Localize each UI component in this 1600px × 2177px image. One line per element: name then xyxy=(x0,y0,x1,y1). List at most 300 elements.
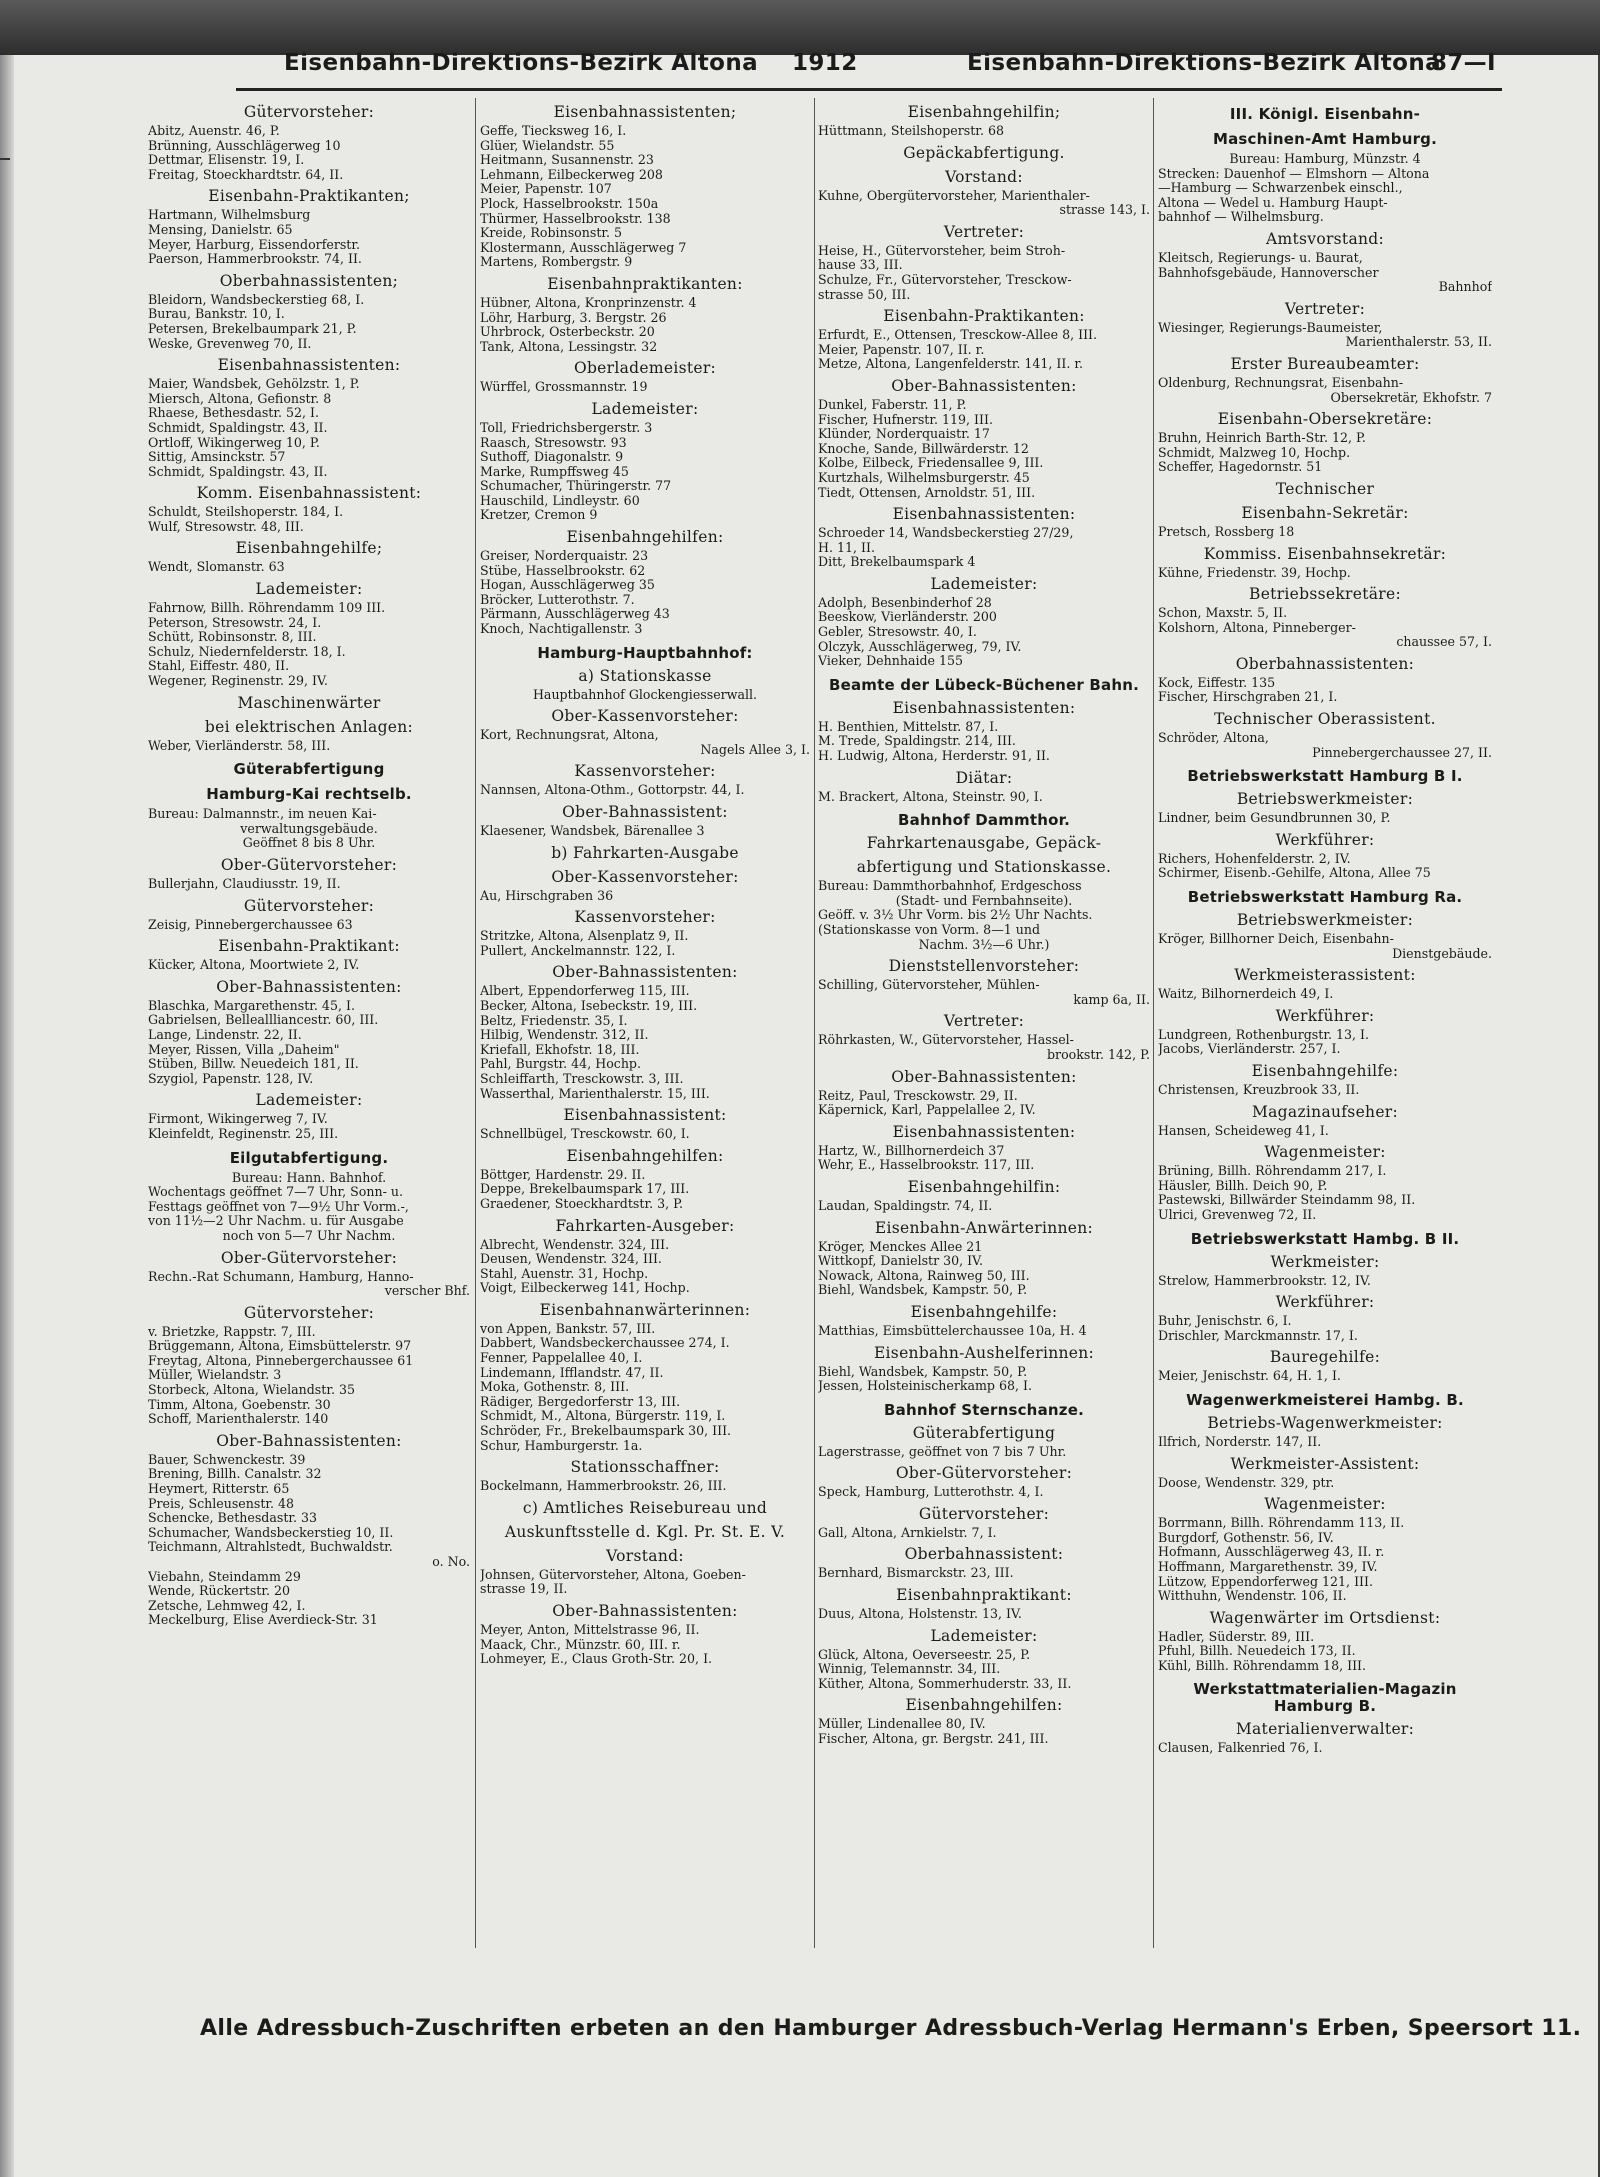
header-rule xyxy=(236,88,1502,91)
directory-entry: Biehl, Wandsbek, Kampstr. 50, P. xyxy=(818,1283,1028,1298)
section-heading: Ober-Bahnassistenten: xyxy=(552,963,738,982)
section-heading: Stationsschaffner: xyxy=(570,1458,720,1477)
directory-entry: Fenner, Pappelallee 40, I. xyxy=(480,1351,643,1366)
section-heading: Betriebssekretäre: xyxy=(1249,585,1401,604)
column-rule xyxy=(475,98,476,1948)
section-title: Maschinen-Amt Hamburg. xyxy=(1212,130,1438,148)
directory-entry: Bureau: Dammthorbahnhof, Erdgeschoss xyxy=(818,879,1082,894)
directory-entry: Heise, H., Gütervorsteher, beim Stroh- xyxy=(818,243,1066,258)
directory-entry: Schilling, Gütervorsteher, Mühlen- xyxy=(818,978,1040,993)
column-rule xyxy=(1153,98,1154,1948)
directory-entry: Wegener, Reginenstr. 29, IV. xyxy=(148,674,328,689)
directory-entry: Burau, Bankstr. 10, I. xyxy=(148,307,285,322)
directory-entry: Kriefall, Ekhofstr. 18, III. xyxy=(480,1042,640,1057)
directory-entry: Vieker, Dehnhaide 155 xyxy=(818,654,964,669)
directory-entry: Meyer, Anton, Mittelstrasse 96, II. xyxy=(480,1623,700,1637)
directory-entry: Geöff. v. 3½ Uhr Vorm. bis 2½ Uhr Nachts. xyxy=(818,908,1093,923)
directory-entry: Bernhard, Bismarckstr. 23, III. xyxy=(818,1566,1014,1581)
section-heading: Kassenvorsteher: xyxy=(574,908,716,927)
section-title: Hamburg-Kai rechtselb. xyxy=(206,785,412,804)
directory-entry: Ilfrich, Norderstr. 147, II. xyxy=(1158,1434,1322,1449)
section-heading: Eisenbahnassistenten: xyxy=(892,698,1076,717)
directory-entry: Deusen, Wendenstr. 324, III. xyxy=(480,1252,662,1267)
directory-entry: Schmidt, Spaldingstr. 43, II. xyxy=(148,420,328,435)
directory-entry: Freitag, Stoeckhardtstr. 64, II. xyxy=(148,167,344,182)
directory-entry: Duus, Altona, Holstenstr. 13, IV. xyxy=(818,1607,1022,1622)
directory-entry: Dienstgebäude. xyxy=(1392,946,1492,961)
directory-entry: verscher Bhf. xyxy=(384,1284,470,1299)
directory-entry: noch von 5—7 Uhr Nachm. xyxy=(222,1228,396,1243)
directory-entry: Bockelmann, Hammerbrookstr. 26, III. xyxy=(480,1479,727,1494)
directory-entry: Rechn.-Rat Schumann, Hamburg, Hanno- xyxy=(148,1269,414,1284)
section-heading: Güterabfertigung xyxy=(912,1423,1056,1442)
directory-entry: Becker, Altona, Isebeckstr. 19, III. xyxy=(480,998,698,1013)
directory-entry: Hartmann, Wilhelmsburg xyxy=(148,208,311,223)
directory-entry: brookstr. 142, P. xyxy=(1046,1047,1150,1062)
directory-entry: Strelow, Hammerbrookstr. 12, IV. xyxy=(1158,1273,1371,1288)
directory-entry: Voigt, Eilbeckerweg 141, Hochp. xyxy=(480,1281,690,1296)
directory-entry: Nowack, Altona, Rainweg 50, III. xyxy=(818,1268,1030,1283)
section-heading: Ober-Gütervorsteher: xyxy=(220,856,398,874)
section-heading: Eisenbahnassistenten: xyxy=(892,505,1076,524)
directory-entry: Moka, Gothenstr. 8, III. xyxy=(480,1380,630,1395)
directory-entry: Albert, Eppendorferweg 115, III. xyxy=(480,984,690,999)
section-heading: Eisenbahngehilfe: xyxy=(910,1302,1058,1321)
directory-entry: Szygiol, Papenstr. 128, IV. xyxy=(148,1071,314,1086)
directory-entry: Brening, Billh. Canalstr. 32 xyxy=(148,1467,322,1482)
directory-entry: Hilbig, Wendenstr. 312, II. xyxy=(480,1028,649,1043)
directory-entry: Brünning, Ausschlägerweg 10 xyxy=(148,138,341,153)
section-title: Bahnhof Sternschanze. xyxy=(884,1400,1084,1419)
directory-entry: strasse 50, III. xyxy=(818,287,911,302)
directory-entry: Abitz, Auenstr. 46, P. xyxy=(148,124,280,138)
directory-entry: Geffe, Tiecksweg 16, I. xyxy=(480,124,627,138)
directory-entry: Obersekretär, Ekhofstr. 7 xyxy=(1330,390,1492,405)
directory-entry: Firmont, Wikingerweg 7, IV. xyxy=(148,1112,328,1127)
directory-entry: Biehl, Wandsbek, Kampstr. 50, P. xyxy=(818,1364,1028,1379)
directory-entry: Martens, Rombergstr. 9 xyxy=(480,255,633,270)
directory-entry: Schencke, Bethesdastr. 33 xyxy=(148,1511,318,1526)
directory-entry: Nagels Allee 3, I. xyxy=(700,742,810,757)
section-heading: Eisenbahnassistenten: xyxy=(217,356,401,375)
directory-entry: Ulrici, Grevenweg 72, II. xyxy=(1158,1207,1317,1222)
section-heading: Eisenbahnassistenten: xyxy=(892,1122,1076,1141)
column-2 xyxy=(480,98,810,1953)
directory-entry: Dettmar, Elisenstr. 19, I. xyxy=(148,153,305,168)
section-heading: Oberbahnassistenten; xyxy=(219,271,399,290)
section-heading: Lademeister: xyxy=(591,399,699,418)
directory-entry: Maier, Wandsbek, Gehölzstr. 1, P. xyxy=(148,377,360,392)
directory-entry: Timm, Altona, Goebenstr. 30 xyxy=(148,1397,331,1412)
section-heading: Oberbahnassistent: xyxy=(904,1545,1064,1564)
directory-entry: Kleinfeldt, Reginenstr. 25, III. xyxy=(148,1126,339,1141)
section-heading: Kommiss. Eisenbahnsekretär: xyxy=(1203,544,1447,563)
directory-entry: Fischer, Altona, gr. Bergstr. 241, III. xyxy=(818,1732,1049,1747)
directory-entry: Jacobs, Vierländerstr. 257, I. xyxy=(1158,1042,1341,1057)
directory-entry: Brüggemann, Altona, Eimsbüttelerstr. 97 xyxy=(148,1339,412,1354)
directory-entry: Weber, Vierländerstr. 58, III. xyxy=(148,738,331,753)
directory-entry: Dunkel, Faberstr. 11, P. xyxy=(818,397,967,412)
page-number: 87—I xyxy=(1430,50,1496,76)
scan-binding-edge xyxy=(0,55,14,2177)
directory-entry: Viebahn, Steindamm 29 xyxy=(148,1569,301,1584)
directory-entry: Fischer, Hufnerstr. 119, III. xyxy=(818,412,993,427)
directory-entry: Kühl, Billh. Röhrendamm 18, III. xyxy=(1158,1658,1367,1673)
section-title: Werkstattmaterialien-Magazin Hamburg B. xyxy=(1193,1680,1457,1716)
directory-entry: Wasserthal, Marienthalerstr. 15, III. xyxy=(480,1086,710,1101)
directory-entry: Meier, Papenstr. 107, II. r. xyxy=(818,342,985,357)
section-heading: Werkmeister-Assistent: xyxy=(1230,1454,1420,1473)
directory-entry: Heymert, Ritterstr. 65 xyxy=(148,1482,290,1497)
section-heading: Gütervorsteher: xyxy=(243,896,375,915)
section-title: Wagenwerkmeisterei Hambg. B. xyxy=(1186,1390,1464,1409)
directory-entry: Lindemann, Ifflandstr. 47, II. xyxy=(480,1365,664,1380)
directory-entry: Hoffmann, Margarethenstr. 39, IV. xyxy=(1158,1559,1378,1574)
directory-entry: Burgdorf, Gothenstr. 56, IV. xyxy=(1158,1530,1334,1545)
directory-entry: Albrecht, Wendenstr. 324, III. xyxy=(480,1237,670,1252)
directory-entry: Mensing, Danielstr. 65 xyxy=(148,222,293,237)
directory-entry: (Stationskasse von Vorm. 8—1 und xyxy=(818,923,1041,937)
directory-entry: Ortloff, Wikingerweg 10, P. xyxy=(148,435,320,450)
section-heading: Gütervorsteher: xyxy=(918,1504,1050,1523)
directory-entry: Scheffer, Hagedornstr. 51 xyxy=(1158,460,1323,475)
section-heading: bei elektrischen Anlagen: xyxy=(204,717,414,736)
section-heading: Eisenbahn-Sekretär: xyxy=(1241,503,1409,522)
directory-entry: Schröder, Altona, xyxy=(1158,731,1269,746)
directory-entry: (Stadt- und Fernbahnseite). xyxy=(895,893,1073,908)
section-heading: Eisenbahnassistent: xyxy=(563,1106,727,1125)
section-heading: a) Stationskasse xyxy=(578,666,712,685)
directory-entry: Stahl, Auenstr. 31, Hochp. xyxy=(480,1266,649,1281)
directory-entry: Au, Hirschgraben 36 xyxy=(480,888,614,903)
footer-notice: Alle Adressbuch-Zuschriften erbeten an den Hamburger Adressbuch-Verlag Hermann's Erben, Speersort 11. xyxy=(200,2016,1582,2041)
directory-entry: Rhaese, Bethesdastr. 52, I. xyxy=(148,406,320,421)
directory-entry: Brüning, Billh. Röhrendamm 217, I. xyxy=(1158,1164,1387,1179)
section-heading: Ober-Bahnassistenten: xyxy=(216,977,402,996)
directory-entry: Pahl, Burgstr. 44, Hochp. xyxy=(480,1057,641,1072)
directory-entry: Lehmann, Eilbeckerweg 208 xyxy=(480,167,663,182)
section-heading: Ober-Kassenvorsteher: xyxy=(551,707,739,726)
directory-entry: Kreide, Robinsonstr. 5 xyxy=(480,226,623,241)
directory-entry: Lange, Lindenstr. 22, II. xyxy=(148,1027,302,1042)
directory-entry: Oldenburg, Rechnungsrat, Eisenbahn- xyxy=(1158,375,1404,390)
section-heading: Maschinenwärter xyxy=(237,693,381,712)
section-heading: Gütervorsteher: xyxy=(243,1303,375,1322)
directory-entry: Wendt, Slomanstr. 63 xyxy=(148,560,285,575)
section-heading: abfertigung und Stationskasse. xyxy=(856,858,1112,877)
directory-entry: strasse 143, I. xyxy=(1059,203,1150,218)
directory-entry: Lohmeyer, E., Claus Groth-Str. 20, I. xyxy=(480,1652,713,1667)
section-heading: Wagenmeister: xyxy=(1264,1143,1386,1162)
section-heading: Diätar: xyxy=(955,768,1013,787)
section-title: Bahnhof Dammthor. xyxy=(898,811,1070,830)
directory-entry: Hofmann, Ausschlägerweg 43, II. r. xyxy=(1158,1545,1385,1560)
directory-entry: Schon, Maxstr. 5, II. xyxy=(1158,606,1288,621)
section-heading: Werkführer: xyxy=(1275,1293,1375,1312)
directory-entry: Pastewski, Billwärder Steindamm 98, II. xyxy=(1158,1193,1416,1208)
directory-entry: Jessen, Holsteinischerkamp 68, I. xyxy=(818,1379,1032,1394)
directory-entry: Adolph, Besenbinderhof 28 xyxy=(818,595,992,610)
directory-entry: Bleidorn, Wandsbeckerstieg 68, I. xyxy=(148,292,365,307)
directory-entry: Wehr, E., Hasselbrookstr. 117, III. xyxy=(818,1158,1035,1173)
section-heading: Ober-Bahnassistenten: xyxy=(891,1067,1077,1086)
section-heading: Lademeister: xyxy=(255,580,363,599)
section-title: Betriebswerkstatt Hambg. B II. xyxy=(1190,1229,1460,1248)
directory-entry: Schmidt, M., Altona, Bürgerstr. 119, I. xyxy=(480,1409,726,1424)
directory-entry: Hartz, W., Billhornerdeich 37 xyxy=(818,1143,1005,1158)
directory-entry: Zeisig, Pinnebergerchaussee 63 xyxy=(148,917,353,932)
directory-entry: M. Trede, Spaldingstr. 214, III. xyxy=(818,734,1016,749)
directory-entry: Graedener, Stoeckhardtstr. 3, P. xyxy=(480,1196,684,1211)
directory-entry: Knoch, Nachtigallenstr. 3 xyxy=(480,622,643,637)
directory-entry: Witthuhn, Wendenstr. 106, II. xyxy=(1158,1589,1347,1604)
directory-entry: Ditt, Brekelbaumspark 4 xyxy=(818,555,976,570)
running-head-left: Eisenbahn-Direktions-Bezirk Altona xyxy=(284,50,759,76)
section-heading: Eisenbahngehilfe: xyxy=(1251,1062,1399,1080)
directory-entry: Meyer, Harburg, Eissendorferstr. xyxy=(148,237,361,252)
directory-entry: Borrmann, Billh. Röhrendamm 113, II. xyxy=(1158,1516,1405,1531)
directory-entry: Glück, Altona, Oeverseestr. 25, P. xyxy=(818,1647,1031,1662)
directory-entry: Schuldt, Steilshoperstr. 184, I. xyxy=(148,505,344,520)
directory-entry: Heitmann, Susannenstr. 23 xyxy=(480,153,654,168)
directory-entry: Schirmer, Eisenb.-Gehilfe, Altona, Allee 75 xyxy=(1158,866,1431,881)
directory-entry: Schumacher, Wandsbeckerstieg 10, II. xyxy=(148,1525,394,1540)
directory-entry: Weske, Grevenweg 70, II. xyxy=(148,336,312,351)
directory-entry: Bureau: Hamburg, Münzstr. 4 xyxy=(1229,152,1421,166)
directory-entry: Gabrielsen, Belleallliancestr. 60, III. xyxy=(148,1013,379,1028)
directory-entry: Hansen, Scheideweg 41, I. xyxy=(1158,1123,1329,1138)
section-title: Betriebswerkstatt Hamburg Ra. xyxy=(1187,888,1463,907)
directory-entry: Meckelburg, Elise Averdieck-Str. 31 xyxy=(148,1613,378,1628)
directory-entry: o. No. xyxy=(432,1555,470,1569)
directory-entry: verwaltungsgebäude. xyxy=(240,821,378,836)
directory-entry: Kolshorn, Altona, Pinneberger- xyxy=(1158,620,1356,635)
directory-entry: Preis, Schleusenstr. 48 xyxy=(148,1496,295,1511)
section-heading: Kassenvorsteher: xyxy=(574,762,716,781)
directory-entry: Deppe, Brekelbaumspark 17, III. xyxy=(480,1182,690,1197)
section-heading: Eisenbahn-Praktikant: xyxy=(218,937,400,956)
directory-entry: Rädiger, Bergedorferstr 13, III. xyxy=(480,1394,681,1409)
section-heading: Werkführer: xyxy=(1275,1006,1375,1025)
column-3 xyxy=(818,98,1150,1953)
section-heading: Eisenbahngehilfin: xyxy=(907,1177,1061,1196)
directory-entry: Hogan, Ausschlägerweg 35 xyxy=(480,578,655,593)
directory-entry: Storbeck, Altona, Wielandstr. 35 xyxy=(148,1383,355,1398)
section-heading: Betriebs-Wagenwerkmeister: xyxy=(1207,1413,1443,1432)
directory-entry: Schleiffarth, Tresckowstr. 3, III. xyxy=(480,1071,684,1086)
section-heading: Technischer xyxy=(1275,479,1375,498)
directory-entry: Christensen, Kreuzbrook 33, II. xyxy=(1158,1083,1360,1097)
section-heading: Eisenbahngehilfin; xyxy=(907,103,1061,121)
directory-entry: Klostermann, Ausschlägerweg 7 xyxy=(480,240,687,255)
section-heading: Vertreter: xyxy=(943,1012,1025,1031)
section-heading: Ober-Bahnassistenten: xyxy=(891,376,1077,395)
directory-entry: Schulz, Niedernfelderstr. 18, I. xyxy=(148,644,346,659)
directory-entry: Speck, Hamburg, Lutterothstr. 4, I. xyxy=(818,1485,1044,1500)
section-heading: Ober-Bahnassistent: xyxy=(562,803,728,821)
section-heading: Ober-Gütervorsteher: xyxy=(895,1464,1073,1483)
directory-entry: Bahnhofsgebäude, Hannoverscher xyxy=(1158,265,1379,280)
directory-entry: Lagerstrasse, geöffnet von 7 bis 7 Uhr. xyxy=(818,1444,1067,1459)
section-heading: Auskunftsstelle d. Kgl. Pr. St. E. V. xyxy=(504,1522,786,1541)
directory-entry: Knoche, Sande, Billwärderstr. 12 xyxy=(818,441,1029,456)
directory-entry: Toll, Friedrichsbergerstr. 3 xyxy=(480,420,653,435)
directory-entry: von 11½—2 Uhr Nachm. u. für Ausgabe xyxy=(148,1214,404,1229)
section-heading: Ober-Bahnassistenten: xyxy=(216,1431,402,1450)
directory-entry: Schröder, Fr., Brekelbaumspark 30, III. xyxy=(480,1424,732,1439)
directory-entry: Altona — Wedel u. Hamburg Haupt- xyxy=(1158,195,1388,210)
directory-entry: Beltz, Friedenstr. 35, I. xyxy=(480,1013,628,1028)
directory-entry: Küther, Altona, Sommerhuderstr. 33, II. xyxy=(818,1676,1072,1691)
section-heading: Betriebswerkmeister: xyxy=(1236,790,1414,809)
directory-entry: Hauschild, Lindleystr. 60 xyxy=(480,493,640,508)
section-heading: Werkführer: xyxy=(1275,830,1375,849)
section-heading: Eisenbahn-Praktikanten: xyxy=(883,307,1085,326)
directory-entry: Pfuhl, Billh. Neuedeich 173, II. xyxy=(1158,1644,1356,1659)
directory-entry: Pretsch, Rossberg 18 xyxy=(1158,524,1295,539)
directory-entry: Fahrnow, Billh. Röhrendamm 109 III. xyxy=(148,601,386,616)
directory-entry: Klünder, Norderquaistr. 17 xyxy=(818,427,990,442)
directory-entry: Kröger, Billhorner Deich, Eisenbahn- xyxy=(1158,932,1394,947)
section-heading: Eisenbahngehilfe; xyxy=(235,539,383,558)
directory-entry: Kolbe, Eilbeck, Friedensallee 9, III. xyxy=(818,456,1044,471)
section-heading: Eisenbahnpraktikant: xyxy=(896,1586,1072,1605)
directory-entry: Wochentags geöffnet 7—7 Uhr, Sonn- u. xyxy=(148,1185,403,1200)
directory-entry: Pärmann, Ausschlägerweg 43 xyxy=(480,607,670,622)
section-heading: Lademeister: xyxy=(255,1091,363,1110)
directory-entry: Gebler, Stresowstr. 40, I. xyxy=(818,625,977,640)
column-1 xyxy=(148,98,470,1953)
section-heading: Vertreter: xyxy=(943,222,1025,241)
section-heading: Eisenbahn-Anwärterinnen: xyxy=(874,1218,1094,1237)
section-title: Güterabfertigung xyxy=(233,760,385,779)
directory-entry: hause 33, III. xyxy=(818,258,903,273)
directory-entry: Müller, Wielandstr. 3 xyxy=(148,1368,282,1383)
directory-entry: Kock, Eiffestr. 135 xyxy=(1158,675,1276,690)
directory-entry: —Hamburg — Schwarzenbek einschl., xyxy=(1158,181,1403,196)
section-heading: Wagenmeister: xyxy=(1264,1495,1386,1514)
directory-entry: Drischler, Marckmannstr. 17, I. xyxy=(1158,1328,1358,1343)
directory-entry: Miersch, Altona, Gefionstr. 8 xyxy=(148,391,332,406)
directory-entry: Meier, Papenstr. 107 xyxy=(480,182,612,197)
column-4 xyxy=(1158,98,1492,1953)
section-title: Beamte der Lübeck-Büchener Bahn. xyxy=(828,675,1140,694)
section-title: Eilgutabfertigung. xyxy=(229,1148,389,1167)
directory-entry: Plock, Hasselbrookstr. 150a xyxy=(480,196,659,211)
directory-entry: v. Brietzke, Rappstr. 7, III. xyxy=(148,1324,316,1339)
section-title: Hamburg-Hauptbahnhof: xyxy=(537,643,753,662)
margin-mark xyxy=(0,158,10,161)
directory-entry: Tiedt, Ottensen, Arnoldstr. 51, III. xyxy=(818,485,1036,500)
directory-entry: Olczyk, Ausschlägerweg, 79, IV. xyxy=(818,639,1022,654)
directory-entry: Nachm. 3½—6 Uhr.) xyxy=(918,937,1050,952)
section-heading: Eisenbahn-Praktikanten; xyxy=(208,187,410,206)
directory-entry: Kröger, Menckes Allee 21 xyxy=(818,1239,983,1254)
section-heading: Bauregehilfe: xyxy=(1269,1348,1381,1367)
directory-entry: Johnsen, Gütervorsteher, Altona, Goeben- xyxy=(480,1567,746,1582)
directory-entry: Böttger, Hardenstr. 29. II. xyxy=(480,1167,646,1182)
directory-entry: Stritzke, Altona, Alsenplatz 9, II. xyxy=(480,929,689,944)
directory-entry: Lützow, Eppendorferweg 121, III. xyxy=(1158,1574,1373,1589)
directory-entry: Metze, Altona, Langenfelderstr. 141, II. r. xyxy=(818,357,1083,372)
directory-entry: Marienthalerstr. 53, II. xyxy=(1345,335,1492,350)
section-heading: c) Amtliches Reisebureau und xyxy=(522,1498,768,1517)
directory-entry: Hadler, Süderstr. 89, III. xyxy=(1158,1629,1315,1644)
directory-entry: Matthias, Eimsbüttelerchaussee 10a, H. 4 xyxy=(818,1323,1087,1338)
section-heading: Eisenbahnpraktikanten: xyxy=(547,274,743,293)
directory-entry: Wende, Rückertstr. 20 xyxy=(148,1584,291,1599)
section-heading: Werkmeister: xyxy=(1270,1252,1380,1271)
directory-entry: Schur, Hamburgerstr. 1a. xyxy=(480,1438,643,1453)
section-heading: Gütervorsteher: xyxy=(243,103,375,121)
directory-entry: Fischer, Hirschgraben 21, I. xyxy=(1158,690,1338,705)
directory-entry: Tank, Altona, Lessingstr. 32 xyxy=(480,339,658,354)
section-heading: Eisenbahn-Obersekretäre: xyxy=(1217,410,1433,429)
section-heading: Materialienverwalter: xyxy=(1235,1720,1415,1739)
directory-entry: Wiesinger, Regierungs-Baumeister, xyxy=(1158,320,1383,335)
section-title: Betriebswerkstatt Hamburg B I. xyxy=(1187,767,1463,786)
directory-entry: Raasch, Stresowstr. 93 xyxy=(480,435,627,450)
section-heading: Ober-Kassenvorsteher: xyxy=(551,867,739,886)
directory-entry: chaussee 57, I. xyxy=(1396,635,1492,650)
directory-entry: Bruhn, Heinrich Barth-Str. 12, P. xyxy=(1158,431,1366,446)
section-heading: Eisenbahnanwärterinnen: xyxy=(539,1300,751,1319)
section-heading: Werkmeisterassistent: xyxy=(1234,966,1416,985)
directory-entry: Hauptbahnhof Glockengiesserwall. xyxy=(532,687,758,702)
directory-entry: Kuhne, Obergütervorsteher, Marienthaler- xyxy=(818,188,1090,203)
section-heading: Lademeister: xyxy=(930,1626,1038,1645)
directory-entry: Dabbert, Wandsbeckerchaussee 274, I. xyxy=(480,1336,730,1351)
directory-entry: Bureau: Hann. Bahnhof. xyxy=(231,1170,387,1185)
directory-entry: Schnellbügel, Tresckowstr. 60, I. xyxy=(480,1127,690,1142)
directory-entry: Reitz, Paul, Tresckowstr. 29, II. xyxy=(818,1088,1018,1103)
directory-entry: Bauer, Schwenckestr. 39 xyxy=(148,1452,306,1467)
directory-entry: Kurtzhals, Wilhelmsburgerstr. 45 xyxy=(818,470,1030,485)
section-heading: Komm. Eisenbahnassistent: xyxy=(196,484,422,503)
section-heading: Vorstand: xyxy=(606,1546,684,1565)
directory-entry: Paerson, Hammerbrookstr. 74, II. xyxy=(148,252,362,267)
directory-entry: Häusler, Billh. Deich 90, P. xyxy=(1158,1178,1328,1193)
directory-entry: Stübe, Hasselbrookstr. 62 xyxy=(480,563,646,578)
directory-entry: Zetsche, Lehmweg 42, I. xyxy=(148,1598,306,1613)
directory-entry: Teichmann, Altrahlstedt, Buchwaldstr. xyxy=(148,1540,393,1555)
directory-entry: Uhrbrock, Osterbeckstr. 20 xyxy=(480,325,655,340)
directory-entry: Schmidt, Malzweg 10, Hochp. xyxy=(1158,445,1351,460)
directory-entry: Winnig, Telemannstr. 34, III. xyxy=(818,1662,1001,1677)
directory-entry: Klaesener, Wandsbek, Bärenallee 3 xyxy=(480,824,705,838)
directory-entry: Clausen, Falkenried 76, I. xyxy=(1158,1741,1323,1756)
directory-entry: Lindner, beim Gesundbrunnen 30, P. xyxy=(1158,811,1391,826)
directory-entry: H. 11, II. xyxy=(818,540,875,555)
running-head xyxy=(226,44,1496,78)
directory-entry: Freytag, Altona, Pinnebergerchaussee 61 xyxy=(148,1353,414,1368)
section-heading: Ober-Bahnassistenten: xyxy=(552,1602,738,1620)
directory-entry: Suthoff, Diagonalstr. 9 xyxy=(480,450,624,465)
directory-entry: Richers, Hohenfelderstr. 2, IV. xyxy=(1158,851,1351,866)
directory-entry: Buhr, Jenischstr. 6, I. xyxy=(1158,1314,1292,1329)
directory-entry: Kretzer, Cremon 9 xyxy=(480,508,598,523)
section-heading: Lademeister: xyxy=(930,574,1038,593)
directory-entry: Müller, Lindenallee 80, IV. xyxy=(818,1717,986,1732)
directory-entry: Stüben, Billw. Neuedeich 181, II. xyxy=(148,1057,359,1072)
directory-entry: Erfurdt, E., Ottensen, Tresckow-Allee 8, III. xyxy=(818,328,1098,343)
directory-entry: Peterson, Stresowstr. 24, I. xyxy=(148,615,322,630)
directory-entry: Bullerjahn, Claudiusstr. 19, II. xyxy=(148,877,341,891)
directory-entry: Gall, Altona, Arnkielstr. 7, I. xyxy=(818,1525,997,1540)
section-heading: Fahrkarten-Ausgeber: xyxy=(555,1216,735,1235)
section-heading: Wagenwärter im Ortsdienst: xyxy=(1209,1608,1441,1627)
section-heading: Betriebswerkmeister: xyxy=(1236,911,1414,930)
